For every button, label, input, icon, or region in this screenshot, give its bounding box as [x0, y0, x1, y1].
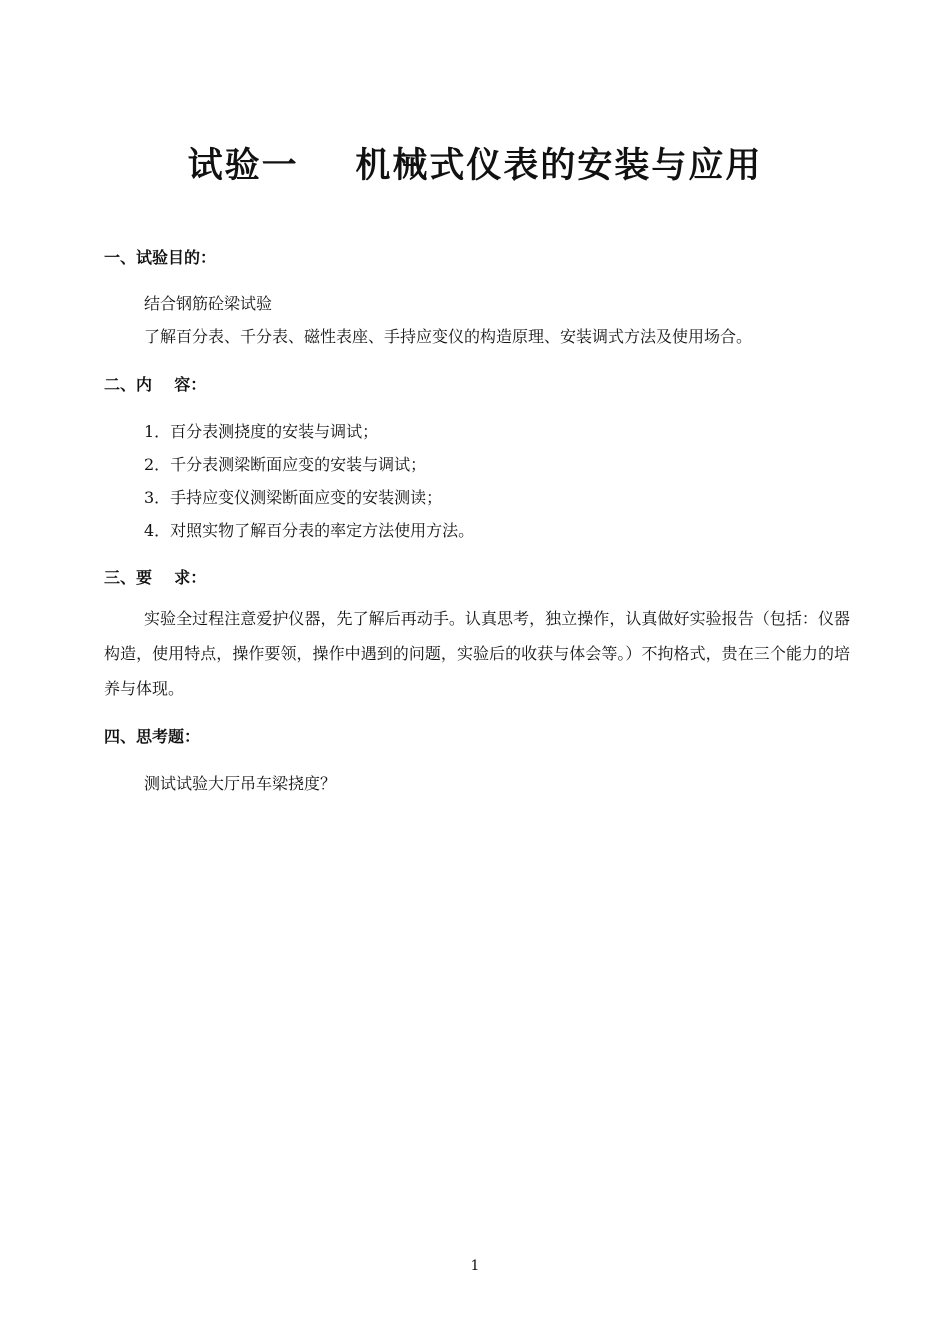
- section-heading-content: 二、内 容：: [104, 375, 207, 394]
- purpose-line-1: 结合钢筋砼梁试验: [144, 294, 273, 313]
- content-item-3: 3．手持应变仪测梁断面应变的安装测读；: [144, 488, 443, 507]
- content-item-1: 1．百分表测挠度的安装与调试；: [144, 422, 379, 441]
- page-number: 1: [470, 1258, 480, 1274]
- section-heading-questions: 四、思考题：: [104, 727, 201, 746]
- content-item-2: 2．千分表测梁断面应变的安装与调试；: [144, 455, 427, 474]
- question-line-1: 测试试验大厅吊车梁挠度？: [144, 774, 337, 793]
- requirements-paragraph: 实验全过程注意爱护仪器，先了解后再动手。认真思考，独立操作，认真做好实验报告（包括：仪器构造，使用特点，操作要领，操作中遇到的问题，实验后的收获与体会等。）不拘格式，贵在三个能力的培养与体现。: [104, 609, 850, 698]
- document-title: 试验一 机械式仪表的安装与应用: [187, 146, 763, 186]
- section-heading-requirements: 三、要 求：: [104, 568, 207, 587]
- purpose-line-2: 了解百分表、千分表、磁性表座、手持应变仪的构造原理、安装调式方法及使用场合。: [144, 327, 753, 346]
- content-item-4: 4．对照实物了解百分表的率定方法使用方法。: [144, 521, 475, 540]
- section-heading-purpose: 一、试验目的：: [104, 248, 217, 267]
